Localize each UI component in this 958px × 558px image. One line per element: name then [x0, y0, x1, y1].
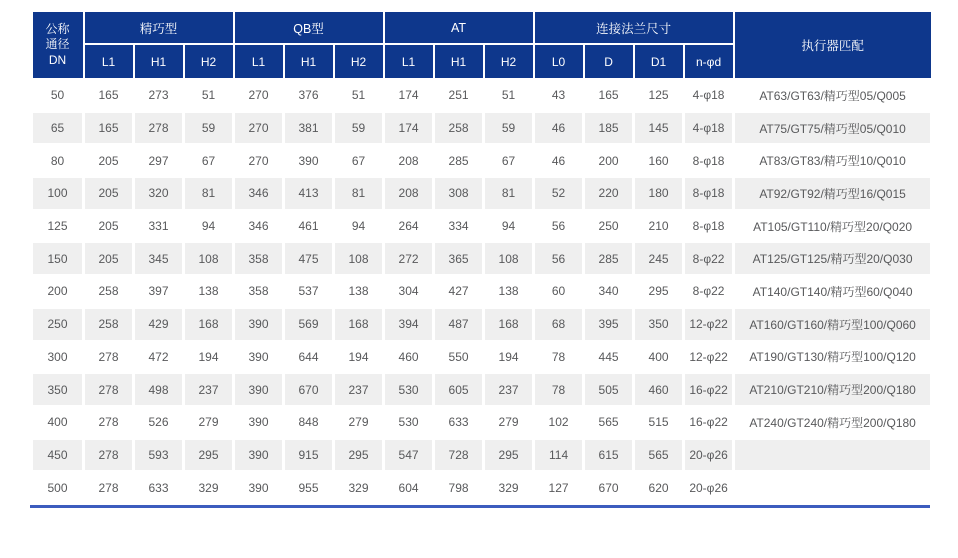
- table-header: [32, 11, 932, 79]
- header-subcol: H1: [434, 44, 484, 79]
- value-cell: 358: [234, 275, 284, 308]
- value-cell: 4-φ18: [684, 79, 734, 112]
- value-cell: 345: [134, 242, 184, 275]
- value-cell: 445: [584, 341, 634, 374]
- table-row: [32, 373, 932, 406]
- value-cell: 472: [134, 341, 184, 374]
- value-cell: 526: [134, 406, 184, 439]
- dn-cell: 500: [32, 471, 84, 504]
- header-dn-line2: 通径: [45, 37, 70, 52]
- dn-cell: 250: [32, 308, 84, 341]
- value-cell: 278: [84, 471, 134, 504]
- header-subcol: n-φd: [684, 44, 734, 79]
- value-cell: 264: [384, 210, 434, 243]
- dn-cell: 450: [32, 439, 84, 472]
- value-cell: 460: [384, 341, 434, 374]
- value-cell: 59: [334, 112, 384, 145]
- value-cell: 168: [484, 308, 534, 341]
- value-cell: 138: [484, 275, 534, 308]
- header-dn: [32, 11, 84, 79]
- header-subcol: H1: [134, 44, 184, 79]
- value-cell: 460: [634, 373, 684, 406]
- value-cell: 180: [634, 177, 684, 210]
- value-cell: 475: [284, 242, 334, 275]
- value-cell: 194: [484, 341, 534, 374]
- actuator-cell: AT210/GT210/精巧型200/Q180: [734, 373, 932, 406]
- value-cell: 258: [434, 112, 484, 145]
- value-cell: 633: [434, 406, 484, 439]
- value-cell: 569: [284, 308, 334, 341]
- value-cell: 537: [284, 275, 334, 308]
- value-cell: 165: [84, 112, 134, 145]
- value-cell: 12-φ22: [684, 308, 734, 341]
- value-cell: 52: [534, 177, 584, 210]
- value-cell: 16-φ22: [684, 373, 734, 406]
- value-cell: 270: [234, 79, 284, 112]
- header-dn-line1: 公称: [45, 21, 70, 36]
- value-cell: 278: [134, 112, 184, 145]
- value-cell: 81: [334, 177, 384, 210]
- dn-cell: 65: [32, 112, 84, 145]
- valve-spec-table: [30, 10, 933, 505]
- value-cell: 51: [484, 79, 534, 112]
- table-row: [32, 275, 932, 308]
- value-cell: 400: [634, 341, 684, 374]
- value-cell: 395: [584, 308, 634, 341]
- valve-spec-table-container: [30, 10, 930, 508]
- value-cell: 461: [284, 210, 334, 243]
- value-cell: 168: [184, 308, 234, 341]
- value-cell: 390: [234, 341, 284, 374]
- value-cell: 174: [384, 112, 434, 145]
- value-cell: 279: [334, 406, 384, 439]
- value-cell: 78: [534, 341, 584, 374]
- value-cell: 728: [434, 439, 484, 472]
- value-cell: 515: [634, 406, 684, 439]
- value-cell: 56: [534, 242, 584, 275]
- value-cell: 295: [334, 439, 384, 472]
- header-subcol: H2: [334, 44, 384, 79]
- value-cell: 20-φ26: [684, 471, 734, 504]
- value-cell: 160: [634, 144, 684, 177]
- header-group-at: AT: [384, 11, 534, 44]
- value-cell: 295: [484, 439, 534, 472]
- value-cell: 565: [584, 406, 634, 439]
- value-cell: 220: [584, 177, 634, 210]
- dn-cell: 50: [32, 79, 84, 112]
- value-cell: 279: [484, 406, 534, 439]
- value-cell: 329: [484, 471, 534, 504]
- value-cell: 390: [234, 471, 284, 504]
- value-cell: 237: [484, 373, 534, 406]
- value-cell: 593: [134, 439, 184, 472]
- header-subcol: L1: [384, 44, 434, 79]
- table-row: [32, 144, 932, 177]
- value-cell: 51: [184, 79, 234, 112]
- value-cell: 429: [134, 308, 184, 341]
- value-cell: 633: [134, 471, 184, 504]
- value-cell: 285: [584, 242, 634, 275]
- value-cell: 165: [84, 79, 134, 112]
- value-cell: 165: [584, 79, 634, 112]
- value-cell: 308: [434, 177, 484, 210]
- table-row: [32, 471, 932, 504]
- value-cell: 20-φ26: [684, 439, 734, 472]
- value-cell: 915: [284, 439, 334, 472]
- header-subcol: H2: [484, 44, 534, 79]
- value-cell: 114: [534, 439, 584, 472]
- dn-cell: 350: [32, 373, 84, 406]
- table-bottom-rule: [30, 505, 930, 508]
- value-cell: 381: [284, 112, 334, 145]
- value-cell: 505: [584, 373, 634, 406]
- value-cell: 272: [384, 242, 434, 275]
- dn-cell: 400: [32, 406, 84, 439]
- value-cell: 334: [434, 210, 484, 243]
- value-cell: 346: [234, 210, 284, 243]
- value-cell: 8-φ18: [684, 177, 734, 210]
- value-cell: 8-φ22: [684, 275, 734, 308]
- value-cell: 397: [134, 275, 184, 308]
- header-subcol: H2: [184, 44, 234, 79]
- value-cell: 258: [84, 308, 134, 341]
- value-cell: 358: [234, 242, 284, 275]
- value-cell: 251: [434, 79, 484, 112]
- value-cell: 390: [234, 308, 284, 341]
- value-cell: 365: [434, 242, 484, 275]
- value-cell: 498: [134, 373, 184, 406]
- table-row: [32, 406, 932, 439]
- header-dn-line3: DN: [48, 52, 67, 67]
- value-cell: 78: [534, 373, 584, 406]
- value-cell: 102: [534, 406, 584, 439]
- value-cell: 278: [84, 373, 134, 406]
- value-cell: 8-φ18: [684, 144, 734, 177]
- table-row: [32, 242, 932, 275]
- table-body: [32, 79, 932, 504]
- value-cell: 346: [234, 177, 284, 210]
- actuator-cell: AT92/GT92/精巧型16/Q015: [734, 177, 932, 210]
- value-cell: 394: [384, 308, 434, 341]
- value-cell: 547: [384, 439, 434, 472]
- value-cell: 56: [534, 210, 584, 243]
- value-cell: 331: [134, 210, 184, 243]
- value-cell: 138: [184, 275, 234, 308]
- value-cell: 208: [384, 177, 434, 210]
- actuator-cell: [734, 439, 932, 472]
- value-cell: 51: [334, 79, 384, 112]
- value-cell: 295: [184, 439, 234, 472]
- value-cell: 279: [184, 406, 234, 439]
- value-cell: 273: [134, 79, 184, 112]
- value-cell: 320: [134, 177, 184, 210]
- value-cell: 390: [234, 406, 284, 439]
- value-cell: 138: [334, 275, 384, 308]
- actuator-cell: [734, 471, 932, 504]
- value-cell: 67: [484, 144, 534, 177]
- header-actuator: 执行器匹配: [734, 11, 932, 79]
- actuator-cell: AT105/GT110/精巧型20/Q020: [734, 210, 932, 243]
- value-cell: 620: [634, 471, 684, 504]
- value-cell: 270: [234, 144, 284, 177]
- value-cell: 390: [234, 439, 284, 472]
- value-cell: 487: [434, 308, 484, 341]
- table-row: [32, 210, 932, 243]
- value-cell: 46: [534, 144, 584, 177]
- dn-cell: 100: [32, 177, 84, 210]
- header-group-flange: 连接法兰尺寸: [534, 11, 734, 44]
- table-row: [32, 177, 932, 210]
- value-cell: 530: [384, 406, 434, 439]
- value-cell: 350: [634, 308, 684, 341]
- value-cell: 427: [434, 275, 484, 308]
- value-cell: 205: [84, 210, 134, 243]
- value-cell: 205: [84, 242, 134, 275]
- value-cell: 67: [334, 144, 384, 177]
- value-cell: 168: [334, 308, 384, 341]
- value-cell: 59: [184, 112, 234, 145]
- table-row: [32, 79, 932, 112]
- table-row: [32, 112, 932, 145]
- value-cell: 670: [584, 471, 634, 504]
- actuator-cell: AT240/GT240/精巧型200/Q180: [734, 406, 932, 439]
- dn-cell: 200: [32, 275, 84, 308]
- header-subcol: L1: [234, 44, 284, 79]
- value-cell: 250: [584, 210, 634, 243]
- value-cell: 68: [534, 308, 584, 341]
- header-subcol: L1: [84, 44, 134, 79]
- value-cell: 108: [184, 242, 234, 275]
- value-cell: 208: [384, 144, 434, 177]
- value-cell: 955: [284, 471, 334, 504]
- value-cell: 94: [334, 210, 384, 243]
- actuator-cell: AT125/GT125/精巧型20/Q030: [734, 242, 932, 275]
- value-cell: 550: [434, 341, 484, 374]
- actuator-cell: AT63/GT63/精巧型05/Q005: [734, 79, 932, 112]
- value-cell: 329: [334, 471, 384, 504]
- value-cell: 278: [84, 406, 134, 439]
- value-cell: 16-φ22: [684, 406, 734, 439]
- value-cell: 43: [534, 79, 584, 112]
- value-cell: 194: [334, 341, 384, 374]
- dn-cell: 300: [32, 341, 84, 374]
- value-cell: 59: [484, 112, 534, 145]
- value-cell: 67: [184, 144, 234, 177]
- actuator-cell: AT140/GT140/精巧型60/Q040: [734, 275, 932, 308]
- value-cell: 60: [534, 275, 584, 308]
- value-cell: 390: [234, 373, 284, 406]
- value-cell: 108: [334, 242, 384, 275]
- value-cell: 174: [384, 79, 434, 112]
- value-cell: 108: [484, 242, 534, 275]
- header-subcol: D: [584, 44, 634, 79]
- value-cell: 670: [284, 373, 334, 406]
- header-group-qb: QB型: [234, 11, 384, 44]
- value-cell: 200: [584, 144, 634, 177]
- value-cell: 8-φ18: [684, 210, 734, 243]
- dn-cell: 150: [32, 242, 84, 275]
- value-cell: 94: [184, 210, 234, 243]
- value-cell: 604: [384, 471, 434, 504]
- value-cell: 297: [134, 144, 184, 177]
- value-cell: 145: [634, 112, 684, 145]
- value-cell: 205: [84, 177, 134, 210]
- table-row: [32, 308, 932, 341]
- value-cell: 798: [434, 471, 484, 504]
- value-cell: 848: [284, 406, 334, 439]
- value-cell: 237: [184, 373, 234, 406]
- table-row: [32, 341, 932, 374]
- actuator-cell: AT75/GT75/精巧型05/Q010: [734, 112, 932, 145]
- value-cell: 413: [284, 177, 334, 210]
- value-cell: 270: [234, 112, 284, 145]
- value-cell: 530: [384, 373, 434, 406]
- dn-cell: 80: [32, 144, 84, 177]
- value-cell: 185: [584, 112, 634, 145]
- value-cell: 205: [84, 144, 134, 177]
- value-cell: 81: [184, 177, 234, 210]
- value-cell: 376: [284, 79, 334, 112]
- header-subcol: L0: [534, 44, 584, 79]
- value-cell: 340: [584, 275, 634, 308]
- header-subcol: D1: [634, 44, 684, 79]
- value-cell: 194: [184, 341, 234, 374]
- value-cell: 210: [634, 210, 684, 243]
- value-cell: 127: [534, 471, 584, 504]
- value-cell: 46: [534, 112, 584, 145]
- value-cell: 615: [584, 439, 634, 472]
- value-cell: 304: [384, 275, 434, 308]
- value-cell: 285: [434, 144, 484, 177]
- header-group-compact: 精巧型: [84, 11, 234, 44]
- value-cell: 4-φ18: [684, 112, 734, 145]
- value-cell: 245: [634, 242, 684, 275]
- value-cell: 644: [284, 341, 334, 374]
- actuator-cell: AT160/GT160/精巧型100/Q060: [734, 308, 932, 341]
- value-cell: 81: [484, 177, 534, 210]
- value-cell: 565: [634, 439, 684, 472]
- value-cell: 94: [484, 210, 534, 243]
- header-subcol: H1: [284, 44, 334, 79]
- value-cell: 278: [84, 341, 134, 374]
- value-cell: 237: [334, 373, 384, 406]
- value-cell: 258: [84, 275, 134, 308]
- value-cell: 12-φ22: [684, 341, 734, 374]
- actuator-cell: AT83/GT83/精巧型10/Q010: [734, 144, 932, 177]
- value-cell: 390: [284, 144, 334, 177]
- value-cell: 329: [184, 471, 234, 504]
- value-cell: 278: [84, 439, 134, 472]
- value-cell: 295: [634, 275, 684, 308]
- dn-cell: 125: [32, 210, 84, 243]
- table-row: [32, 439, 932, 472]
- value-cell: 125: [634, 79, 684, 112]
- header-group-row: [32, 11, 932, 44]
- actuator-cell: AT190/GT130/精巧型100/Q120: [734, 341, 932, 374]
- value-cell: 8-φ22: [684, 242, 734, 275]
- value-cell: 605: [434, 373, 484, 406]
